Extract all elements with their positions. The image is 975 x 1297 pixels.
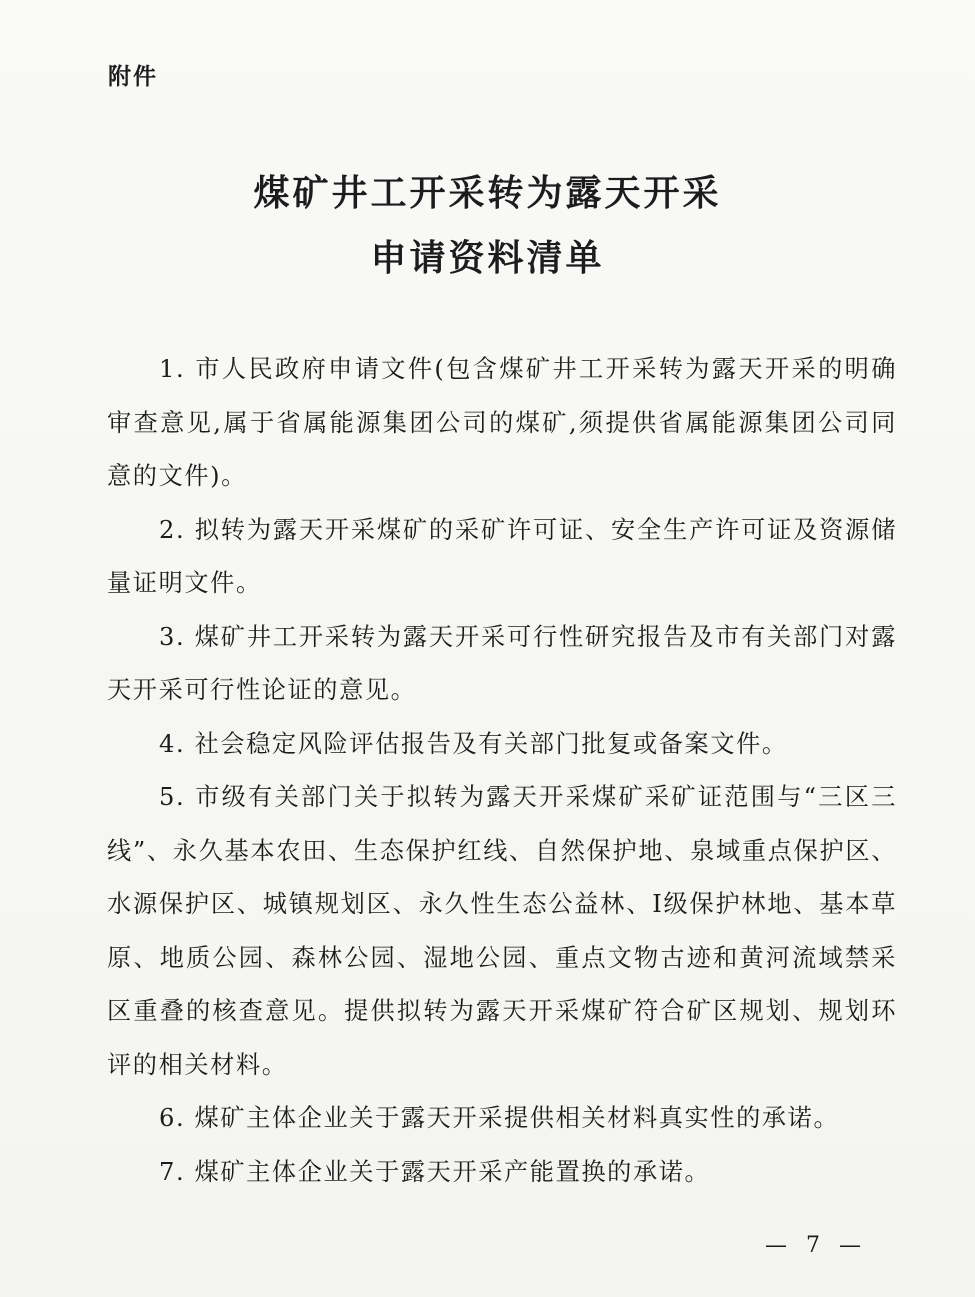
list-item-6: 6. 煤矿主体企业关于露天开采提供相关材料真实性的承诺。 bbox=[159, 1104, 840, 1132]
list-item-7: 7. 煤矿主体企业关于露天开采产能置换的承诺。 bbox=[159, 1157, 711, 1186]
list-item-2: 2. 拟转为露天开采煤矿的采矿许可证、安全生产许可证及资源储量证明文件。 bbox=[107, 515, 897, 597]
list-item-5: 5. 市级有关部门关于拟转为露天开采煤矿采矿证范围与“三区三线”、永久基本农田、生态保护红线、自然保护地、泉域重点保护区、水源保护区、城镇规划区、永久性生态公益林、Ⅰ级保护林地、基本草原、地质公园、森林公园、湿地公园、重点文物古迹和黄河流域禁采区重叠的核查意见。提供拟转为露天开采煤矿符合矿区规划、规划环评的相关材料。 bbox=[107, 783, 897, 1079]
requirements-list bbox=[107, 343, 897, 1199]
document-title-line-2: 申请资料清单 bbox=[370, 238, 605, 279]
attachment-label: 附件 bbox=[108, 64, 158, 90]
page-number: — 7 — bbox=[765, 1233, 867, 1258]
list-item-1: 1. 市人民政府申请文件(包含煤矿井工开采转为露天开采的明确审查意见,属于省属能源集团公司的煤矿,须提供省属能源集团公司同意的文件)。 bbox=[107, 355, 897, 490]
document-title-line-1: 煤矿井工开采转为露天开采 bbox=[253, 173, 722, 214]
list-item-3: 3. 煤矿井工开采转为露天开采可行性研究报告及市有关部门对露天开采可行性论证的意见。 bbox=[107, 622, 897, 704]
list-item-4: 4. 社会稳定风险评估报告及有关部门批复或备案文件。 bbox=[159, 729, 788, 758]
